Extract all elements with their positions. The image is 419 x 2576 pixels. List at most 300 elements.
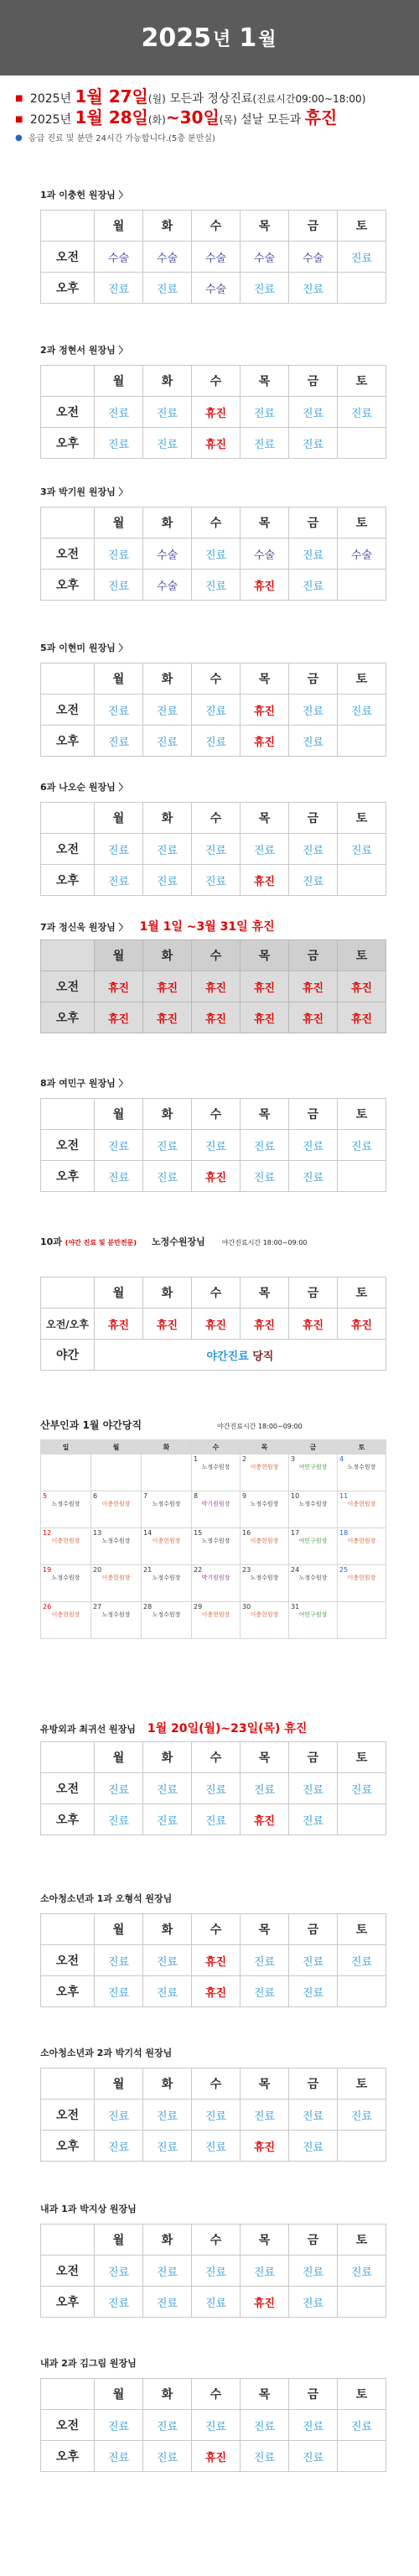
schedule-cell: 진료 — [143, 428, 192, 459]
table-row — [41, 428, 386, 459]
notice-2: ■ 2025년 1월 28일(화)~30일(목) 설날 모든과 휴진 — [15, 107, 338, 127]
calendar-doctor: 여민구원장 — [298, 1538, 328, 1544]
schedule-cell: 휴진 — [192, 428, 241, 459]
schedule-cell: 진료 — [192, 570, 241, 601]
schedule-cell: 진료 — [192, 2256, 241, 2287]
schedule-cell: 진료 — [143, 2131, 192, 2162]
day-header: 토 — [338, 1742, 386, 1773]
calendar-doctor: 이충헌원장 — [101, 1574, 131, 1581]
schedule-cell: 휴진 — [241, 2287, 289, 2318]
calendar-date: 7 — [143, 1492, 148, 1500]
calendar-day-header: 목 — [241, 1440, 289, 1455]
schedule-cell: 휴진 — [143, 1002, 192, 1033]
table-row — [41, 2100, 386, 2131]
schedule-cell: 진료 — [95, 695, 143, 726]
calendar-week — [41, 1528, 386, 1565]
schedule-cell: 진료 — [95, 1945, 143, 1976]
schedule-cell: 휴진 — [95, 1002, 143, 1033]
table-header-row — [41, 2379, 386, 2410]
schedule-cell: 진료 — [241, 273, 289, 304]
table-header-row — [41, 1914, 386, 1945]
table-row — [41, 2131, 386, 2162]
notice-1: ■ 2025년 1월 27일(월) 모든과 정상진료(진료시간09:00~18:00) — [15, 86, 366, 107]
calendar-week — [41, 1565, 386, 1602]
row-label: 오전 — [41, 1773, 95, 1804]
day-header: 수 — [192, 211, 241, 242]
schedule-cell: 휴진 — [241, 1002, 289, 1033]
schedule-cell: 진료 — [143, 2287, 192, 2318]
row-label: 오후 — [41, 273, 95, 304]
section-title: 내과 1과 박지상 원장님 — [40, 2204, 137, 2214]
day-header: 화 — [143, 940, 192, 971]
calendar-date: 18 — [339, 1529, 349, 1537]
table-row — [41, 1309, 386, 1340]
section-title: 6과 나오순 원장님 〉 — [40, 782, 128, 793]
calendar-cell — [241, 1528, 289, 1565]
schedule-cell: 휴진 — [338, 1309, 386, 1340]
day-header: 금 — [289, 1099, 338, 1130]
calendar-doctor: 이충헌원장 — [347, 1574, 376, 1581]
day-header: 금 — [289, 803, 338, 834]
schedule-cell: 진료 — [143, 397, 192, 428]
notice-2-date: 1월 28일 — [75, 107, 148, 127]
schedule-cell: 진료 — [289, 2131, 338, 2162]
schedule-cell: 수술 — [338, 539, 386, 570]
row-label: 오후 — [41, 2441, 95, 2472]
day-header: 토 — [338, 211, 386, 242]
day-header: 수 — [192, 803, 241, 834]
schedule-cell — [338, 2441, 386, 2472]
calendar-empty-cell — [41, 1455, 91, 1491]
calendar-day-header: 금 — [289, 1440, 338, 1455]
day-header: 수 — [192, 366, 241, 397]
section-title: 5과 이현미 원장님 〉 — [40, 643, 128, 653]
calendar-cell — [91, 1565, 142, 1602]
calendar-date: 10 — [291, 1492, 300, 1500]
calendar-doctor: 노정수원장 — [51, 1501, 80, 1507]
schedule-cell: 진료 — [241, 428, 289, 459]
schedule-cell: 휴진 — [241, 865, 289, 896]
day-header: 목 — [241, 803, 289, 834]
schedule-cell: 수술 — [95, 242, 143, 273]
schedule-cell: 수술 — [192, 273, 241, 304]
schedule-cell: 휴진 — [289, 971, 338, 1002]
row-label: 야간 — [41, 1340, 95, 1371]
calendar-doctor: 여민구원장 — [298, 1464, 328, 1470]
day-header: 월 — [95, 940, 143, 971]
day-header: 목 — [241, 1099, 289, 1130]
section-title: 내과 2과 김그림 원장님 — [40, 2358, 137, 2369]
day-header: 수 — [192, 2225, 241, 2256]
day-header: 화 — [143, 507, 192, 539]
calendar-date: 31 — [291, 1603, 300, 1611]
schedule-cell: 진료 — [192, 1130, 241, 1161]
schedule-cell — [338, 726, 386, 757]
calendar-doctor: 노정수원장 — [347, 1464, 376, 1470]
day-header: 금 — [289, 1914, 338, 1945]
day-header: 수 — [192, 1742, 241, 1773]
calendar-week — [41, 1602, 386, 1639]
schedule-cell: 휴진 — [241, 726, 289, 757]
schedule-cell — [338, 273, 386, 304]
day-header: 금 — [289, 2225, 338, 2256]
table-header-row — [41, 664, 386, 695]
calendar-doctor: 노정수원장 — [298, 1501, 328, 1507]
day-header: 월 — [95, 1914, 143, 1945]
row-label: 오전 — [41, 695, 95, 726]
schedule-cell — [338, 2287, 386, 2318]
day-header: 월 — [95, 2225, 143, 2256]
schedule-cell: 수술 — [241, 242, 289, 273]
row-label: 오후 — [41, 570, 95, 601]
calendar-date: 14 — [143, 1529, 153, 1537]
schedule-table — [40, 507, 386, 601]
calendar-doctor: 이충헌원장 — [347, 1501, 376, 1507]
schedule-cell: 수술 — [143, 539, 192, 570]
table-header-row — [41, 507, 386, 539]
row-label: 오후 — [41, 428, 95, 459]
day-header: 월 — [95, 366, 143, 397]
row-label: 오전 — [41, 397, 95, 428]
day-header: 월 — [95, 1099, 143, 1130]
schedule-cell: 진료 — [95, 1161, 143, 1192]
schedule-cell: 진료 — [289, 273, 338, 304]
table-header-row — [41, 2069, 386, 2100]
schedule-cell: 진료 — [338, 2100, 386, 2131]
day-header: 금 — [289, 211, 338, 242]
schedule-cell: 진료 — [289, 2256, 338, 2287]
schedule-cell: 진료 — [95, 2256, 143, 2287]
calendar-date: 8 — [194, 1492, 199, 1500]
notice-2-holiday: 휴진 — [304, 107, 338, 127]
calendar-date: 19 — [43, 1566, 52, 1574]
schedule-cell: 진료 — [95, 1773, 143, 1804]
schedule-table — [40, 1913, 386, 2007]
schedule-cell: 진료 — [95, 2131, 143, 2162]
day-header: 금 — [289, 507, 338, 539]
schedule-cell: 진료 — [143, 1773, 192, 1804]
calendar-doctor: 노정수원장 — [152, 1611, 181, 1618]
calendar-date: 28 — [143, 1603, 153, 1611]
schedule-cell: 진료 — [192, 1804, 241, 1835]
schedule-cell: 휴진 — [241, 2131, 289, 2162]
schedule-cell: 진료 — [289, 570, 338, 601]
day-header: 목 — [241, 664, 289, 695]
calendar-doctor: 이충헌원장 — [101, 1501, 131, 1507]
schedule-table — [40, 210, 386, 304]
table-row — [41, 242, 386, 273]
calendar-date: 20 — [93, 1566, 102, 1574]
calendar-cell — [289, 1565, 338, 1602]
schedule-cell — [338, 1804, 386, 1835]
schedule-cell: 휴진 — [95, 971, 143, 1002]
schedule-cell: 진료 — [143, 2100, 192, 2131]
schedule-cell: 진료 — [241, 397, 289, 428]
calendar-cell — [41, 1602, 91, 1639]
day-header: 수 — [192, 2379, 241, 2410]
schedule-cell: 진료 — [95, 2410, 143, 2441]
calendar-empty-cell — [142, 1455, 192, 1491]
calendar-doctor: 노정수원장 — [51, 1574, 80, 1581]
calendar-cell — [241, 1565, 289, 1602]
calendar-cell — [192, 1565, 241, 1602]
calendar-day-header: 월 — [91, 1440, 142, 1455]
calendar-cell — [241, 1455, 289, 1491]
calendar-doctor: 노정수원장 — [250, 1501, 279, 1507]
day-header: 화 — [143, 1914, 192, 1945]
calendar-doctor: 여민구원장 — [298, 1611, 328, 1618]
schedule-cell: 진료 — [338, 834, 386, 865]
section-title: 유방외과 최귀선 원장님 1월 20일(월)~23일(목) 휴진 — [40, 1722, 308, 1736]
day-header: 금 — [289, 2069, 338, 2100]
table-row — [41, 1804, 386, 1835]
day-header: 수 — [192, 1278, 241, 1309]
row-label: 오후 — [41, 1161, 95, 1192]
calendar-cell — [338, 1491, 386, 1528]
day-header: 토 — [338, 1914, 386, 1945]
calendar-cell — [338, 1455, 386, 1491]
row-label: 오후 — [41, 1002, 95, 1033]
calendar-doctor: 이충헌원장 — [201, 1611, 230, 1618]
calendar-date: 9 — [242, 1492, 247, 1500]
schedule-cell: 진료 — [192, 726, 241, 757]
schedule-cell: 진료 — [192, 2131, 241, 2162]
calendar-cell — [142, 1528, 192, 1565]
schedule-cell: 휴진 — [192, 397, 241, 428]
table-header-row — [41, 2225, 386, 2256]
calendar-date: 12 — [43, 1529, 52, 1537]
schedule-cell: 진료 — [143, 273, 192, 304]
row-label: 오전 — [41, 1130, 95, 1161]
calendar-doctor: 박기원원장 — [201, 1501, 230, 1507]
day-header: 화 — [143, 1099, 192, 1130]
schedule-cell: 진료 — [289, 1945, 338, 1976]
day-header: 목 — [241, 366, 289, 397]
schedule-cell: 진료 — [289, 2410, 338, 2441]
calendar-doctor: 박기원원장 — [201, 1574, 230, 1581]
calendar-cell — [338, 1528, 386, 1565]
schedule-cell: 진료 — [192, 1773, 241, 1804]
calendar-empty-cell — [338, 1602, 386, 1639]
schedule-cell — [338, 865, 386, 896]
schedule-cell — [338, 1161, 386, 1192]
day-header: 토 — [338, 2069, 386, 2100]
calendar-day-header: 화 — [142, 1440, 192, 1455]
schedule-cell: 휴진 — [192, 1309, 241, 1340]
day-header: 월 — [95, 507, 143, 539]
calendar-cell — [192, 1491, 241, 1528]
table-row — [41, 539, 386, 570]
schedule-cell: 진료 — [241, 834, 289, 865]
schedule-cell: 진료 — [241, 1773, 289, 1804]
calendar-date: 15 — [194, 1529, 203, 1537]
calendar-header-row — [41, 1440, 386, 1455]
calendar-cell — [289, 1528, 338, 1565]
row-label: 오전 — [41, 2100, 95, 2131]
section-title: 소아청소년과 2과 박기석 원장님 — [40, 2048, 173, 2058]
row-label: 오후 — [41, 1976, 95, 2007]
table-row — [41, 1340, 386, 1371]
bullet-icon: ■ — [15, 94, 23, 103]
calendar-date: 11 — [339, 1492, 349, 1500]
calendar-cell — [289, 1602, 338, 1639]
calendar-cell — [192, 1528, 241, 1565]
calendar-date: 5 — [43, 1492, 48, 1500]
table-header-row — [41, 366, 386, 397]
table-row — [41, 1161, 386, 1192]
table-row — [41, 397, 386, 428]
table-row — [41, 865, 386, 896]
table-header-row — [41, 1099, 386, 1130]
schedule-cell: 진료 — [143, 1130, 192, 1161]
day-header: 목 — [241, 2225, 289, 2256]
calendar-date: 6 — [93, 1492, 98, 1500]
calendar-doctor: 노정수원장 — [298, 1574, 328, 1581]
calendar-date: 25 — [339, 1566, 349, 1574]
schedule-cell: 진료 — [143, 2410, 192, 2441]
calendar-cell — [41, 1528, 91, 1565]
section-title: 2과 정현서 원장님 〉 — [40, 345, 128, 356]
section-title: 1과 이충헌 원장님 〉 — [40, 190, 128, 200]
schedule-table — [40, 939, 386, 1033]
schedule-cell: 진료 — [95, 2441, 143, 2472]
calendar-doctor: 노정수원장 — [101, 1611, 131, 1618]
row-label: 오후 — [41, 865, 95, 896]
day-header: 화 — [143, 2379, 192, 2410]
calendar-day-header: 일 — [41, 1440, 91, 1455]
schedule-cell: 진료 — [192, 2287, 241, 2318]
calendar-week — [41, 1455, 386, 1491]
row-label: 오전 — [41, 834, 95, 865]
calendar-cell — [91, 1491, 142, 1528]
schedule-cell: 진료 — [289, 1804, 338, 1835]
table-header-row — [41, 1742, 386, 1773]
calendar-cell — [241, 1602, 289, 1639]
day-header: 화 — [143, 2225, 192, 2256]
schedule-cell: 수술 — [143, 242, 192, 273]
table-row — [41, 1130, 386, 1161]
table-header-row — [41, 1278, 386, 1309]
schedule-cell: 진료 — [289, 2441, 338, 2472]
schedule-cell: 휴진 — [338, 1002, 386, 1033]
day-header: 목 — [241, 2069, 289, 2100]
calendar-cell — [192, 1602, 241, 1639]
schedule-table — [40, 663, 386, 757]
schedule-cell: 진료 — [289, 2287, 338, 2318]
schedule-cell: 진료 — [289, 695, 338, 726]
schedule-cell: 휴진 — [241, 570, 289, 601]
schedule-cell: 진료 — [338, 1773, 386, 1804]
calendar-cell — [192, 1455, 241, 1491]
schedule-cell: 진료 — [95, 570, 143, 601]
calendar-cell — [289, 1455, 338, 1491]
day-header: 월 — [95, 1278, 143, 1309]
schedule-table — [40, 2068, 386, 2162]
calendar-date: 26 — [43, 1603, 52, 1611]
table-row — [41, 1002, 386, 1033]
row-label: 오전 — [41, 2410, 95, 2441]
calendar-cell — [91, 1528, 142, 1565]
calendar-date: 3 — [291, 1455, 296, 1463]
calendar-cell — [41, 1491, 91, 1528]
schedule-cell: 진료 — [95, 726, 143, 757]
notice-1-date: 1월 27일 — [75, 86, 148, 107]
calendar-doctor: 노정수원장 — [152, 1501, 181, 1507]
calendar-doctor: 이충헌원장 — [347, 1538, 376, 1544]
schedule-cell: 휴진 — [241, 971, 289, 1002]
schedule-cell: 휴진 — [241, 1309, 289, 1340]
schedule-cell: 진료 — [143, 1161, 192, 1192]
calendar-cell — [338, 1565, 386, 1602]
calendar-doctor: 이충헌원장 — [250, 1611, 279, 1618]
day-header: 화 — [143, 664, 192, 695]
schedule-table — [40, 2224, 386, 2318]
schedule-cell: 휴진 — [192, 2441, 241, 2472]
calendar-doctor: 노정수원장 — [201, 1464, 230, 1470]
schedule-cell: 휴진 — [192, 1161, 241, 1192]
row-label: 오후 — [41, 1804, 95, 1835]
schedule-cell: 진료 — [289, 865, 338, 896]
section-title: 3과 박기원 원장님 〉 — [40, 487, 128, 497]
day-header: 수 — [192, 507, 241, 539]
row-label: 오후 — [41, 726, 95, 757]
section-title: 8과 여민구 원장님 〉 — [40, 1078, 128, 1089]
day-header: 월 — [95, 664, 143, 695]
day-header: 목 — [241, 507, 289, 539]
section-title: 7과 정신욱 원장님 〉 1월 1일 ~3월 31일 휴진 — [40, 920, 275, 934]
calendar-date: 4 — [339, 1455, 344, 1463]
schedule-cell: 진료 — [338, 2256, 386, 2287]
calendar-day-header: 수 — [192, 1440, 241, 1455]
table-row — [41, 570, 386, 601]
table-row — [41, 2441, 386, 2472]
table-row — [41, 1945, 386, 1976]
schedule-cell: 휴진 — [338, 971, 386, 1002]
day-header: 화 — [143, 2069, 192, 2100]
schedule-cell: 진료 — [192, 865, 241, 896]
schedule-cell: 진료 — [289, 726, 338, 757]
table-header-row — [41, 211, 386, 242]
calendar-doctor: 노정수원장 — [201, 1538, 230, 1544]
schedule-cell: 진료 — [192, 695, 241, 726]
day-header: 목 — [241, 940, 289, 971]
schedule-cell: 진료 — [143, 2256, 192, 2287]
row-label: 오후 — [41, 2287, 95, 2318]
page-header — [0, 0, 419, 75]
day-header: 토 — [338, 664, 386, 695]
schedule-table — [40, 2378, 386, 2472]
bullet-icon: ● — [15, 133, 23, 143]
schedule-cell: 휴진 — [143, 971, 192, 1002]
calendar-cell — [91, 1602, 142, 1639]
schedule-cell: 진료 — [143, 1976, 192, 2007]
schedule-cell: 진료 — [289, 834, 338, 865]
schedule-cell: 휴진 — [289, 1002, 338, 1033]
day-header: 토 — [338, 507, 386, 539]
calendar-date: 21 — [143, 1566, 153, 1574]
day-header: 토 — [338, 1278, 386, 1309]
schedule-cell: 진료 — [338, 242, 386, 273]
schedule-cell: 진료 — [241, 1130, 289, 1161]
schedule-cell: 진료 — [95, 1130, 143, 1161]
table-row — [41, 834, 386, 865]
schedule-cell — [338, 428, 386, 459]
schedule-cell: 진료 — [143, 695, 192, 726]
schedule-cell: 진료 — [289, 1161, 338, 1192]
day-header: 금 — [289, 1278, 338, 1309]
schedule-cell: 진료 — [241, 1945, 289, 1976]
schedule-cell: 진료 — [289, 539, 338, 570]
